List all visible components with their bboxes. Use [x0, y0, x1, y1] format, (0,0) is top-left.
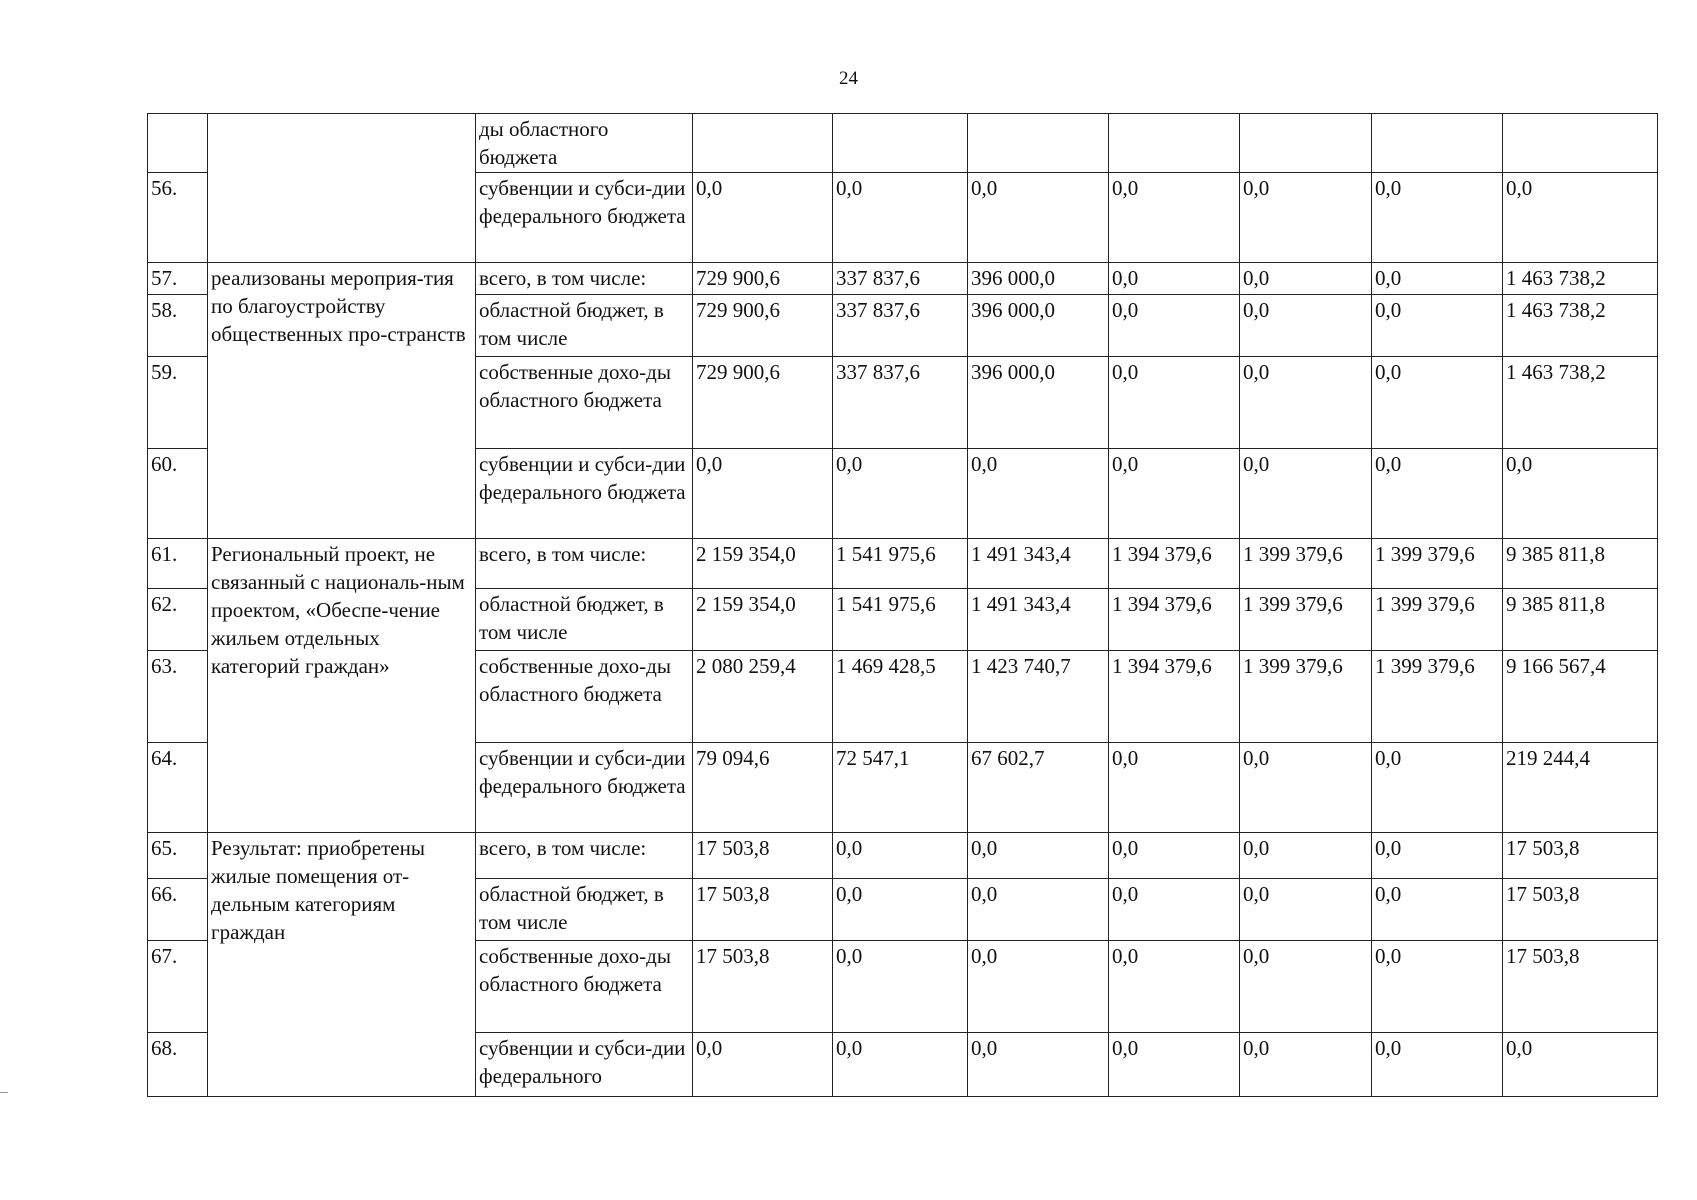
value-cell: 337 837,6	[833, 295, 968, 357]
total-cell	[1503, 114, 1658, 173]
total-cell: 1 463 738,2	[1503, 263, 1658, 295]
description-cell: Результат: приобретены жилые помещения от-дельным категориям граждан	[208, 833, 476, 1097]
value-cell: 1 394 379,6	[1109, 651, 1240, 743]
value-cell: 0,0	[1240, 743, 1372, 833]
table-row	[148, 539, 1658, 589]
funding-source-cell: собственные дохо-ды областного бюджета	[476, 941, 693, 1033]
value-cell: 0,0	[1240, 295, 1372, 357]
value-cell: 1 399 379,6	[1240, 539, 1372, 589]
funding-source-cell: всего, в том числе:	[476, 833, 693, 879]
total-cell: 1 463 738,2	[1503, 357, 1658, 449]
row-number-cell	[148, 114, 208, 173]
row-number-cell: 66.	[148, 879, 208, 941]
value-cell: 2 080 259,4	[693, 651, 833, 743]
value-cell: 0,0	[1109, 941, 1240, 1033]
value-cell: 2 159 354,0	[693, 589, 833, 651]
total-cell: 17 503,8	[1503, 833, 1658, 879]
row-number-cell: 63.	[148, 651, 208, 743]
value-cell: 0,0	[1109, 879, 1240, 941]
funding-source-cell: субвенции и субси-дии федерального бюджета	[476, 173, 693, 263]
value-cell: 396 000,0	[968, 357, 1109, 449]
value-cell: 0,0	[1240, 357, 1372, 449]
funding-source-cell: субвенции и субси-дии федерального бюджета	[476, 743, 693, 833]
value-cell: 0,0	[833, 173, 968, 263]
value-cell: 1 541 975,6	[833, 589, 968, 651]
value-cell: 0,0	[1240, 173, 1372, 263]
value-cell: 0,0	[968, 449, 1109, 539]
funding-source-cell: всего, в том числе:	[476, 539, 693, 589]
total-cell: 219 244,4	[1503, 743, 1658, 833]
value-cell: 0,0	[1372, 173, 1503, 263]
value-cell: 0,0	[1240, 263, 1372, 295]
value-cell: 0,0	[693, 173, 833, 263]
value-cell	[1109, 114, 1240, 173]
total-cell: 0,0	[1503, 449, 1658, 539]
value-cell: 0,0	[693, 449, 833, 539]
row-number-cell: 57.	[148, 263, 208, 295]
funding-source-cell: областной бюджет, в том числе	[476, 879, 693, 941]
row-number-cell: 64.	[148, 743, 208, 833]
value-cell: 0,0	[1240, 879, 1372, 941]
value-cell: 0,0	[693, 1033, 833, 1097]
value-cell: 0,0	[1109, 449, 1240, 539]
value-cell: 0,0	[833, 449, 968, 539]
description-cell: реализованы мероприя-тия по благоустройству общественных про-странств	[208, 263, 476, 539]
value-cell: 1 423 740,7	[968, 651, 1109, 743]
value-cell: 0,0	[1109, 357, 1240, 449]
value-cell: 1 399 379,6	[1372, 589, 1503, 651]
value-cell: 17 503,8	[693, 833, 833, 879]
value-cell: 0,0	[1109, 295, 1240, 357]
value-cell: 0,0	[1240, 941, 1372, 1033]
value-cell: 2 159 354,0	[693, 539, 833, 589]
value-cell: 0,0	[968, 833, 1109, 879]
row-number-cell: 61.	[148, 539, 208, 589]
value-cell: 0,0	[1240, 449, 1372, 539]
value-cell: 0,0	[1372, 357, 1503, 449]
value-cell: 0,0	[968, 1033, 1109, 1097]
total-cell: 0,0	[1503, 1033, 1658, 1097]
value-cell: 0,0	[1372, 263, 1503, 295]
table-row	[148, 114, 1658, 173]
value-cell: 0,0	[1372, 295, 1503, 357]
total-cell: 9 166 567,4	[1503, 651, 1658, 743]
total-cell: 1 463 738,2	[1503, 295, 1658, 357]
table-row	[148, 263, 1658, 295]
scan-edge-mark	[0, 1092, 8, 1093]
value-cell: 1 469 428,5	[833, 651, 968, 743]
value-cell: 0,0	[1240, 833, 1372, 879]
funding-source-cell: субвенции и субси-дии федерального	[476, 1033, 693, 1097]
value-cell: 0,0	[1109, 173, 1240, 263]
total-cell: 17 503,8	[1503, 941, 1658, 1033]
value-cell: 0,0	[968, 879, 1109, 941]
value-cell	[1372, 114, 1503, 173]
table-row	[148, 833, 1658, 879]
value-cell: 72 547,1	[833, 743, 968, 833]
row-number-cell: 58.	[148, 295, 208, 357]
value-cell: 0,0	[1372, 833, 1503, 879]
row-number-cell: 59.	[148, 357, 208, 449]
value-cell: 1 394 379,6	[1109, 589, 1240, 651]
value-cell: 396 000,0	[968, 295, 1109, 357]
value-cell: 17 503,8	[693, 941, 833, 1033]
value-cell: 1 491 343,4	[968, 539, 1109, 589]
row-number-cell: 62.	[148, 589, 208, 651]
value-cell: 67 602,7	[968, 743, 1109, 833]
value-cell: 0,0	[968, 941, 1109, 1033]
value-cell: 337 837,6	[833, 357, 968, 449]
value-cell: 79 094,6	[693, 743, 833, 833]
value-cell: 0,0	[833, 941, 968, 1033]
value-cell: 337 837,6	[833, 263, 968, 295]
page-number: 24	[839, 68, 858, 89]
value-cell: 0,0	[833, 1033, 968, 1097]
row-number-cell: 67.	[148, 941, 208, 1033]
value-cell: 0,0	[1109, 743, 1240, 833]
value-cell: 0,0	[1109, 263, 1240, 295]
value-cell: 17 503,8	[693, 879, 833, 941]
value-cell: 0,0	[968, 173, 1109, 263]
funding-source-cell: субвенции и субси-дии федерального бюджета	[476, 449, 693, 539]
value-cell: 0,0	[1372, 1033, 1503, 1097]
value-cell: 0,0	[1109, 833, 1240, 879]
value-cell: 1 399 379,6	[1372, 539, 1503, 589]
value-cell: 1 399 379,6	[1372, 651, 1503, 743]
value-cell: 0,0	[833, 879, 968, 941]
value-cell: 1 394 379,6	[1109, 539, 1240, 589]
funding-source-cell: ды областного бюджета	[476, 114, 693, 173]
value-cell: 729 900,6	[693, 357, 833, 449]
value-cell: 729 900,6	[693, 295, 833, 357]
description-cell: Региональный проект, не связанный с националь-ным проектом, «Обеспе-чение жильем отдельных категорий граждан»	[208, 539, 476, 833]
value-cell: 1 399 379,6	[1240, 589, 1372, 651]
value-cell: 1 399 379,6	[1240, 651, 1372, 743]
value-cell: 0,0	[1372, 941, 1503, 1033]
value-cell: 729 900,6	[693, 263, 833, 295]
budget-table	[147, 113, 1658, 1097]
total-cell: 17 503,8	[1503, 879, 1658, 941]
value-cell	[1240, 114, 1372, 173]
value-cell: 396 000,0	[968, 263, 1109, 295]
row-number-cell: 56.	[148, 173, 208, 263]
value-cell	[833, 114, 968, 173]
value-cell: 0,0	[1109, 1033, 1240, 1097]
value-cell	[968, 114, 1109, 173]
description-cell	[208, 114, 476, 263]
value-cell: 1 541 975,6	[833, 539, 968, 589]
row-number-cell: 65.	[148, 833, 208, 879]
funding-source-cell: всего, в том числе:	[476, 263, 693, 295]
value-cell: 0,0	[833, 833, 968, 879]
value-cell: 0,0	[1240, 1033, 1372, 1097]
total-cell: 9 385 811,8	[1503, 539, 1658, 589]
value-cell: 0,0	[1372, 449, 1503, 539]
total-cell: 9 385 811,8	[1503, 589, 1658, 651]
funding-source-cell: областной бюджет, в том числе	[476, 295, 693, 357]
funding-source-cell: областной бюджет, в том числе	[476, 589, 693, 651]
total-cell: 0,0	[1503, 173, 1658, 263]
row-number-cell: 68.	[148, 1033, 208, 1097]
value-cell: 0,0	[1372, 879, 1503, 941]
value-cell: 0,0	[1372, 743, 1503, 833]
funding-source-cell: собственные дохо-ды областного бюджета	[476, 651, 693, 743]
value-cell: 1 491 343,4	[968, 589, 1109, 651]
funding-source-cell: собственные дохо-ды областного бюджета	[476, 357, 693, 449]
row-number-cell: 60.	[148, 449, 208, 539]
value-cell	[693, 114, 833, 173]
